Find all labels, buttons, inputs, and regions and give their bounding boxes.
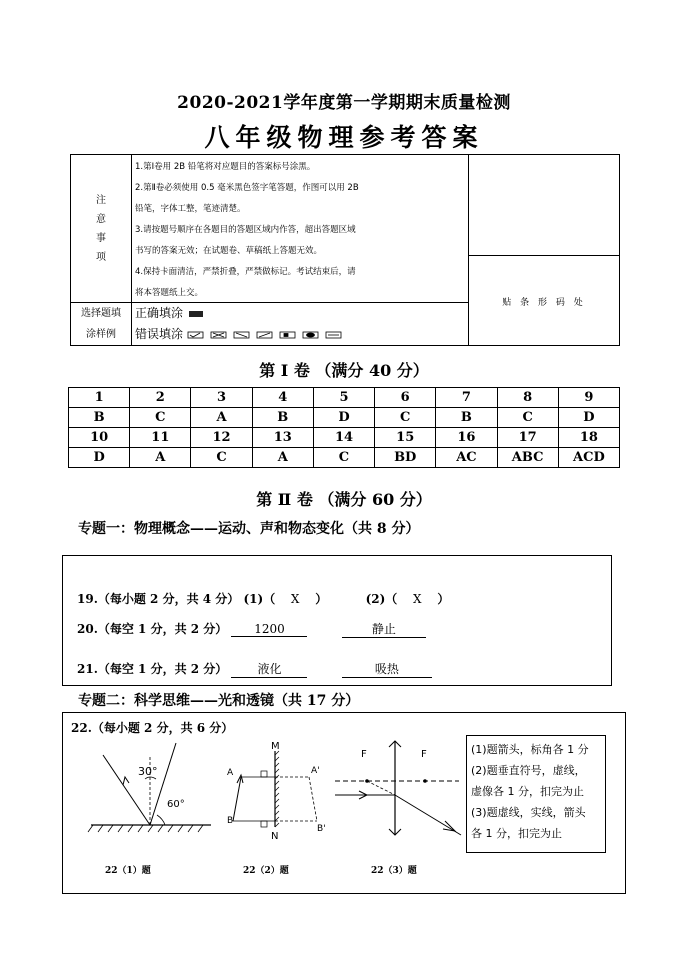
q21-answer-2: 吸热 xyxy=(342,660,432,678)
q19-answer-2: X xyxy=(413,592,422,606)
question-number-cell: 5 xyxy=(313,388,374,408)
scoring-note: (1)题箭头，标角各 1 分 xyxy=(471,743,589,756)
answer-cell: A xyxy=(191,408,252,428)
question-number-cell: 7 xyxy=(436,388,497,408)
topic1-heading: 专题一：物理概念——运动、声和物态变化（共 8 分） xyxy=(78,521,420,537)
fill-sample-label-line: 涂样例 xyxy=(86,329,116,340)
answer-table xyxy=(68,387,620,468)
q19-a2-prefix: (2)（ xyxy=(365,592,398,606)
question-number-cell: 12 xyxy=(191,428,252,448)
q19-line xyxy=(77,590,449,607)
answer-cell: C xyxy=(313,448,374,468)
notice-box xyxy=(70,154,620,346)
reflection-diagram xyxy=(83,739,213,839)
fig2-label-m: M xyxy=(271,741,280,752)
q20-answer-2: 静止 xyxy=(342,620,426,638)
plane-mirror-diagram xyxy=(227,741,337,841)
notice-item: 书写的答案无效；在试题卷、草稿纸上答题无效。 xyxy=(135,246,323,256)
q22-label: 22.（每小题 2 分，共 6 分） xyxy=(71,721,234,735)
question-number-cell: 18 xyxy=(558,428,619,448)
notice-item: 3.请按题号顺序在各题目的答题区域内作答，超出答题区域 xyxy=(135,225,356,235)
q19-answer-1: X xyxy=(290,592,300,606)
fig2-label-a-prime: A' xyxy=(311,766,320,776)
question-number-cell: 16 xyxy=(436,428,497,448)
wrong-fill-text: 错误填涂 xyxy=(135,327,184,341)
q20-line xyxy=(77,620,426,638)
q19-a2-suffix: ） xyxy=(437,592,450,606)
fig1-caption: 22（1）题 xyxy=(105,866,151,876)
wrong-fill-samples-icon xyxy=(187,330,347,340)
answer-cell: D xyxy=(313,408,374,428)
fill-sample-label xyxy=(71,303,131,346)
fig2-label-b-prime: B' xyxy=(317,824,326,834)
q19-label: 19.（每小题 2 分，共 4 分） xyxy=(77,592,240,606)
answer-cell: C xyxy=(497,408,558,428)
scoring-note: 虚像各 1 分，扣完为止 xyxy=(471,785,584,798)
correct-fill-swatch xyxy=(189,311,203,317)
answer-cell: A xyxy=(252,448,313,468)
scoring-note: (2)题垂直符号，虚线， xyxy=(471,764,586,777)
fig2-label-a: A xyxy=(227,768,234,778)
question-number-cell: 13 xyxy=(252,428,313,448)
question-number-cell: 9 xyxy=(558,388,619,408)
answer-cell: ABC xyxy=(497,448,558,468)
q21-answer-1: 液化 xyxy=(231,660,307,678)
part1-heading: 第 Ⅰ 卷 （满分 40 分） xyxy=(259,361,429,380)
question-number-cell: 8 xyxy=(497,388,558,408)
answer-cell: AC xyxy=(436,448,497,468)
fig3-label-f-right: F xyxy=(421,749,427,760)
question-number-cell: 2 xyxy=(130,388,191,408)
question-number-cell: 1 xyxy=(69,388,130,408)
notice-label-char: 事 xyxy=(96,233,106,244)
question-number-cell: 11 xyxy=(130,428,191,448)
answer-cell: C xyxy=(191,448,252,468)
answer-cell: A xyxy=(130,448,191,468)
question-number-cell: 6 xyxy=(375,388,436,408)
question-number-cell: 15 xyxy=(375,428,436,448)
answer-cell: D xyxy=(69,448,130,468)
topic2-heading: 专题二：科学思维——光和透镜（共 17 分） xyxy=(78,693,360,709)
question-number-row xyxy=(69,428,620,448)
notice-label-char: 意 xyxy=(96,214,106,225)
notice-item: 1.第Ⅰ卷用 2B 铅笔将对应题目的答案标号涂黑。 xyxy=(135,162,316,172)
answer-row xyxy=(69,448,620,468)
answer-key-title: 八年级物理参考答案 xyxy=(204,123,484,152)
fig3-caption: 22（3）题 xyxy=(371,866,417,876)
exam-title: 2020-2021学年度第一学期期末质量检测 xyxy=(177,93,511,113)
correct-fill-text: 正确填涂 xyxy=(135,306,184,320)
answer-cell: B xyxy=(252,408,313,428)
answer-cell: ACD xyxy=(558,448,619,468)
q20-answer-1: 1200 xyxy=(231,622,307,637)
notice-label xyxy=(71,155,131,303)
answer-cell: B xyxy=(69,408,130,428)
scoring-notes xyxy=(466,735,606,853)
fill-sample-area xyxy=(135,303,465,346)
question-number-cell: 4 xyxy=(252,388,313,408)
q20-label: 20.（每空 1 分，共 2 分） xyxy=(77,622,228,636)
q21-label: 21.（每空 1 分，共 2 分） xyxy=(77,662,228,676)
answer-row xyxy=(69,408,620,428)
notice-item: 铅笔，字体工整，笔迹清楚。 xyxy=(135,204,246,214)
fig3-label-f-left: F xyxy=(361,749,367,760)
q21-line xyxy=(77,660,432,678)
topic2-answer-box xyxy=(62,712,626,894)
answer-cell: BD xyxy=(375,448,436,468)
question-number-cell: 3 xyxy=(191,388,252,408)
fig2-label-n: N xyxy=(271,831,279,841)
fig1-angle-label-a: 30° xyxy=(138,765,158,778)
part2-heading: 第 Ⅱ 卷 （满分 60 分） xyxy=(256,490,432,509)
question-number-cell: 17 xyxy=(497,428,558,448)
lens-diagram xyxy=(329,737,469,847)
notice-label-char: 项 xyxy=(96,252,106,263)
fig1-angle-label-b: 60° xyxy=(167,799,185,810)
answer-cell: C xyxy=(130,408,191,428)
notice-item: 将本答题纸上交。 xyxy=(135,288,204,298)
notice-item: 4.保持卡面清洁，严禁折叠，严禁做标记。考试结束后，请 xyxy=(135,267,356,277)
answer-cell: C xyxy=(375,408,436,428)
question-number-cell: 14 xyxy=(313,428,374,448)
question-number-row xyxy=(69,388,620,408)
answer-cell: D xyxy=(558,408,619,428)
fill-sample-label-line: 选择题填 xyxy=(81,308,121,319)
q19-a1-prefix: (1)（ xyxy=(243,592,276,606)
answer-cell: B xyxy=(436,408,497,428)
fig2-caption: 22（2）题 xyxy=(243,866,289,876)
scoring-note: (3)题虚线，实线，箭头 xyxy=(471,806,586,819)
scoring-note: 各 1 分，扣完为止 xyxy=(471,827,562,840)
question-number-cell: 10 xyxy=(69,428,130,448)
notice-items xyxy=(131,155,469,306)
topic1-answer-box xyxy=(62,555,612,686)
barcode-area: 贴 条 形 码 处 xyxy=(502,297,586,308)
q19-a1-suffix: ） xyxy=(315,592,328,606)
notice-label-char: 注 xyxy=(96,195,106,206)
fig2-label-b: B xyxy=(227,816,234,826)
notice-item: 2.第Ⅱ卷必须使用 0.5 毫米黑色签字笔答题，作图可以用 2B xyxy=(135,183,359,193)
